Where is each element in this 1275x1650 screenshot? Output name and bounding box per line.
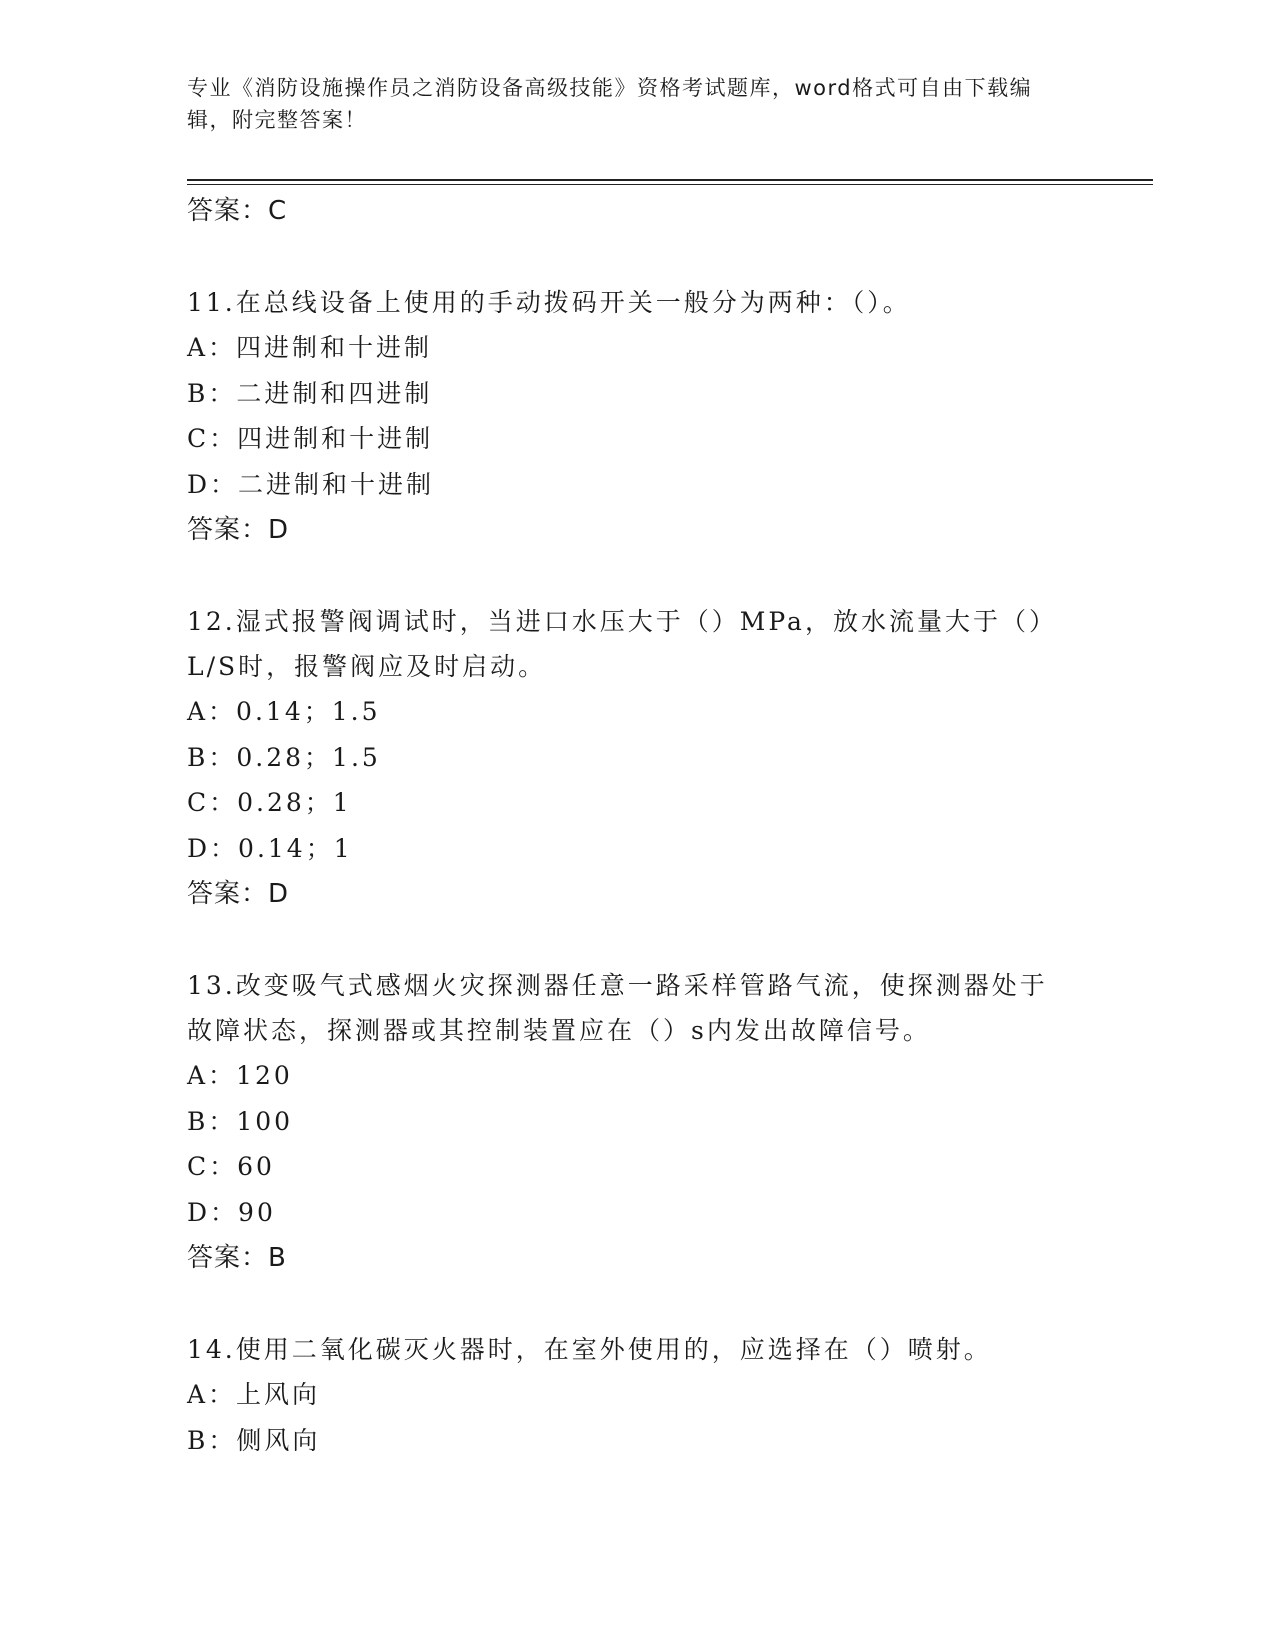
- option-a: A：0.14；1.5: [187, 697, 381, 726]
- answer-line: 答案：B: [187, 1243, 287, 1273]
- question-block: [187, 1327, 1153, 1463]
- question-block: [187, 599, 1153, 917]
- option-b: B：侧风向: [187, 1425, 321, 1455]
- option-d: D：0.14；1: [187, 833, 353, 863]
- option-c: C：四进制和十进制: [187, 424, 434, 453]
- answer-line: 答案：C: [187, 196, 288, 226]
- option-a: A：120: [187, 1061, 293, 1090]
- question-text: 11.在总线设备上使用的手动拨码开关一般分为两种：（）。: [187, 288, 911, 317]
- header-rule-thin: [187, 184, 1153, 185]
- question-text: 13.改变吸气式感烟火灾探测器任意一路采样管路气流，使探测器处于故障状态，探测器或其控制装置应在（）s内发出故障信号。: [187, 971, 1048, 1045]
- answer-line: 答案：D: [187, 515, 290, 545]
- header-rule-thick: [187, 179, 1153, 181]
- answer-line: 答案：D: [187, 879, 290, 909]
- option-c: C：60: [187, 1152, 275, 1181]
- option-a: A：四进制和十进制: [187, 333, 433, 362]
- question-block: [187, 280, 1153, 553]
- option-d: D：二进制和十进制: [187, 469, 435, 499]
- option-b: B：二进制和四进制: [187, 378, 433, 408]
- question-text: 14.使用二氧化碳灭火器时，在室外使用的，应选择在（）喷射。: [187, 1335, 992, 1364]
- option-b: B：100: [187, 1106, 294, 1136]
- question-block: [187, 963, 1153, 1281]
- question-text: 12.湿式报警阀调试时，当进口水压大于（）MPa，放水流量大于（）L/S时，报警阀应及时启动。: [187, 607, 1057, 681]
- option-a: A：上风向: [187, 1380, 321, 1409]
- document-header: 专业《消防设施操作员之消防设备高级技能》资格考试题库，word格式可自由下载编辑，附完整答案！: [187, 76, 1033, 132]
- option-b: B：0.28；1.5: [187, 742, 381, 772]
- option-c: C：0.28；1: [187, 788, 352, 817]
- option-d: D：90: [187, 1197, 276, 1227]
- question-list: [187, 188, 1153, 1463]
